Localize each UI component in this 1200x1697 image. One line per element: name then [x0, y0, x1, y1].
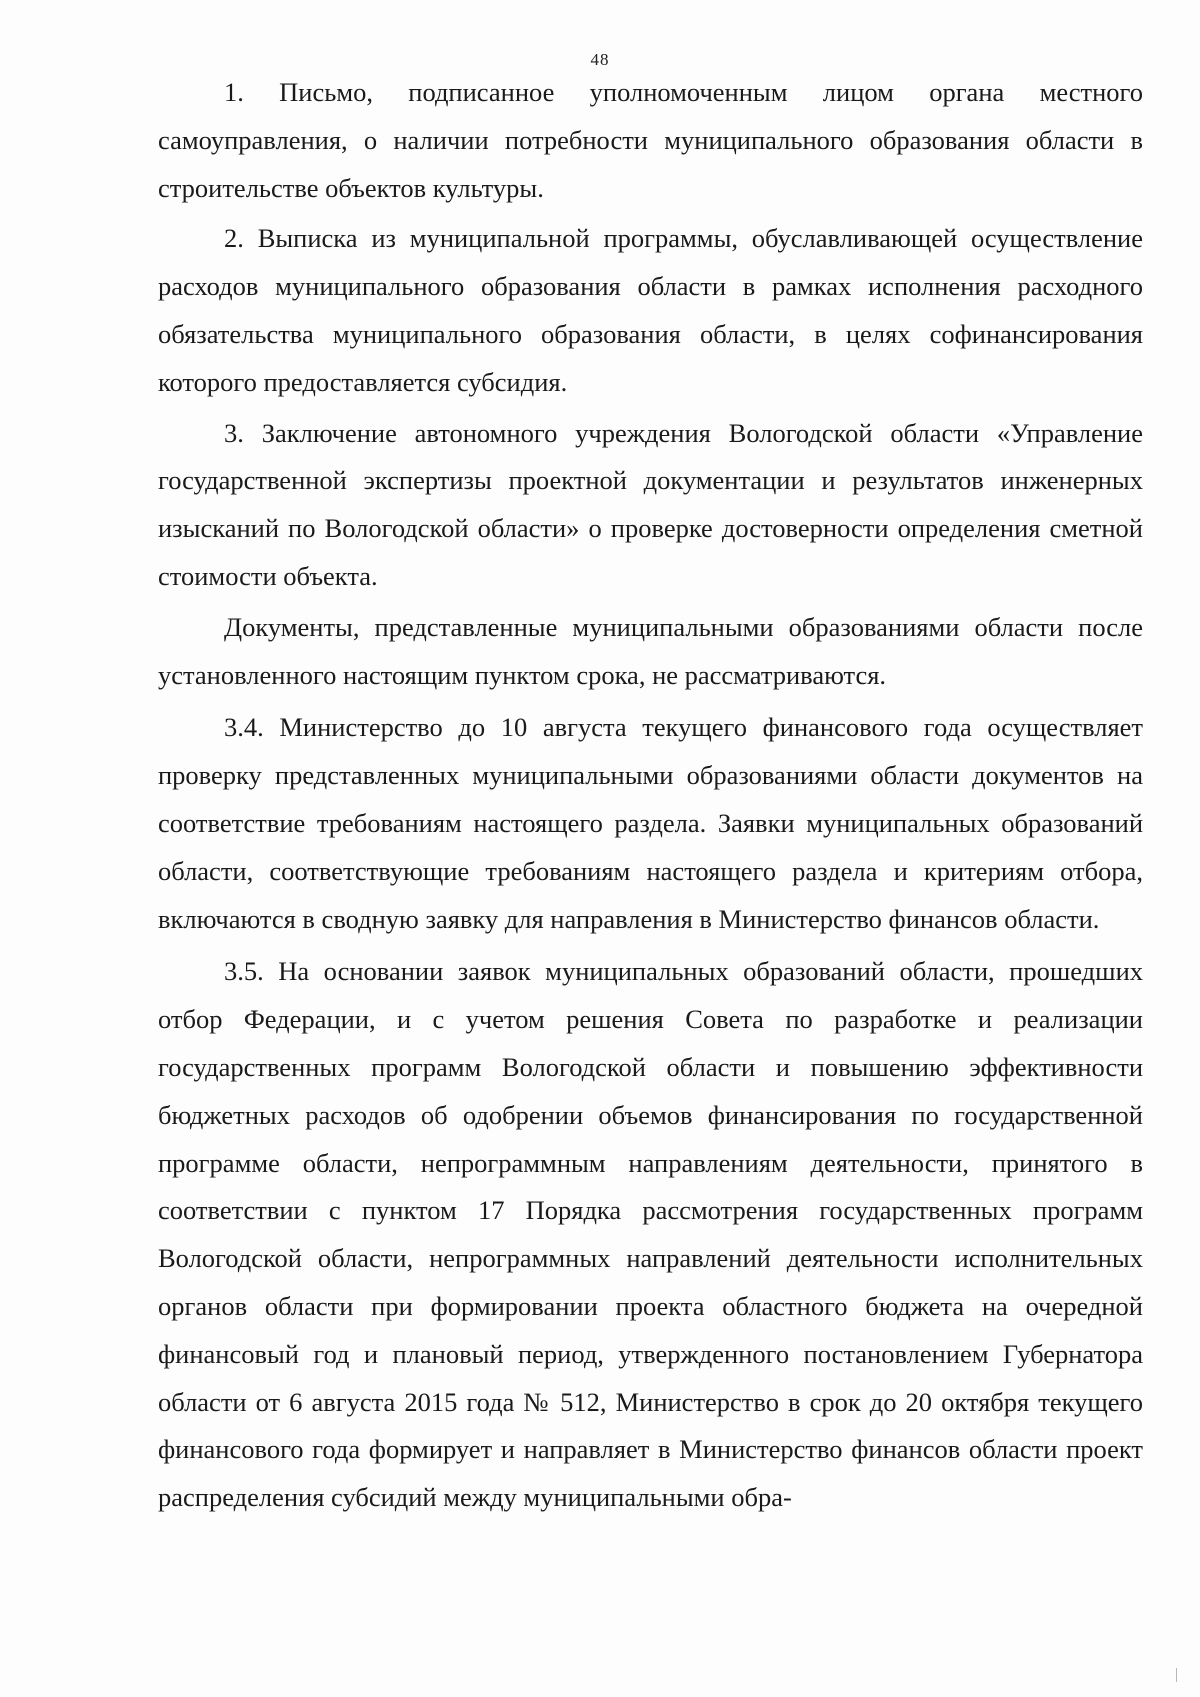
paragraph-section-3-5: 3.5. На основании заявок муниципальных образований области, прошедших отбор Федерации, и с учетом решения Совета по разработке и реализации государственных программ Вологодской области и повышению эффективности бюджетных расходов об одобрении объемов финансирования по государственной программе области, непрограммным направлениям деятельности, принятого в соответствии с пунктом 17 Порядка рассмотрения государственных программ Вологодской области, непрограммных направлений деятельности исполнительных органов области при формировании проекта областного бюджета на очередной финансовый год и плановый период, утвержденного постановлением Губернатора области от 6 августа 2015 года № 512, Министерство в срок до 20 октября текущего финансового года формирует и направляет в Министерство финансов области проект распределения субсидий между муниципальными обра- [158, 956, 1143, 1513]
paragraph-letter: 1. Письмо, подписанное уполномоченным лицом органа местного самоуправления, о наличии потребности муниципального образования области в строительстве объектов культуры. [158, 77, 1143, 203]
paragraph-section-3-4: 3.4. Министерство до 10 августа текущего финансового года осуществляет проверку представленных муниципальными образованиями области документов на соответствие требованиям настоящего раздела. Заявки муниципальных образований области, соответствующие требованиям настоящего раздела и критериям отбора, включаются в сводную заявку для направления в Министерство финансов области. [158, 712, 1143, 934]
paragraph-program-extract: 2. Выписка из муниципальной программы, обуславливающей осуществление расходов муниципального образования области в рамках исполнения расходного обязательства муниципального образования области, в целях софинансирования которого предоставляется субсидия. [158, 223, 1143, 397]
scan-artifact-mark [1176, 1668, 1177, 1682]
paragraph-late-documents: Документы, представленные муниципальными образованиями области после установленного настоящим пунктом срока, не рассматриваются. [158, 611, 1143, 690]
document-body [158, 69, 1143, 1522]
paragraph-expert-conclusion: 3. Заключение автономного учреждения Вологодской области «Управление государственной экспертизы проектной документации и результатов инженерных изысканий по Вологодской области» о проверке достоверности определения сметной стоимости объекта. [158, 417, 1143, 591]
page-number: 48 [590, 50, 610, 69]
